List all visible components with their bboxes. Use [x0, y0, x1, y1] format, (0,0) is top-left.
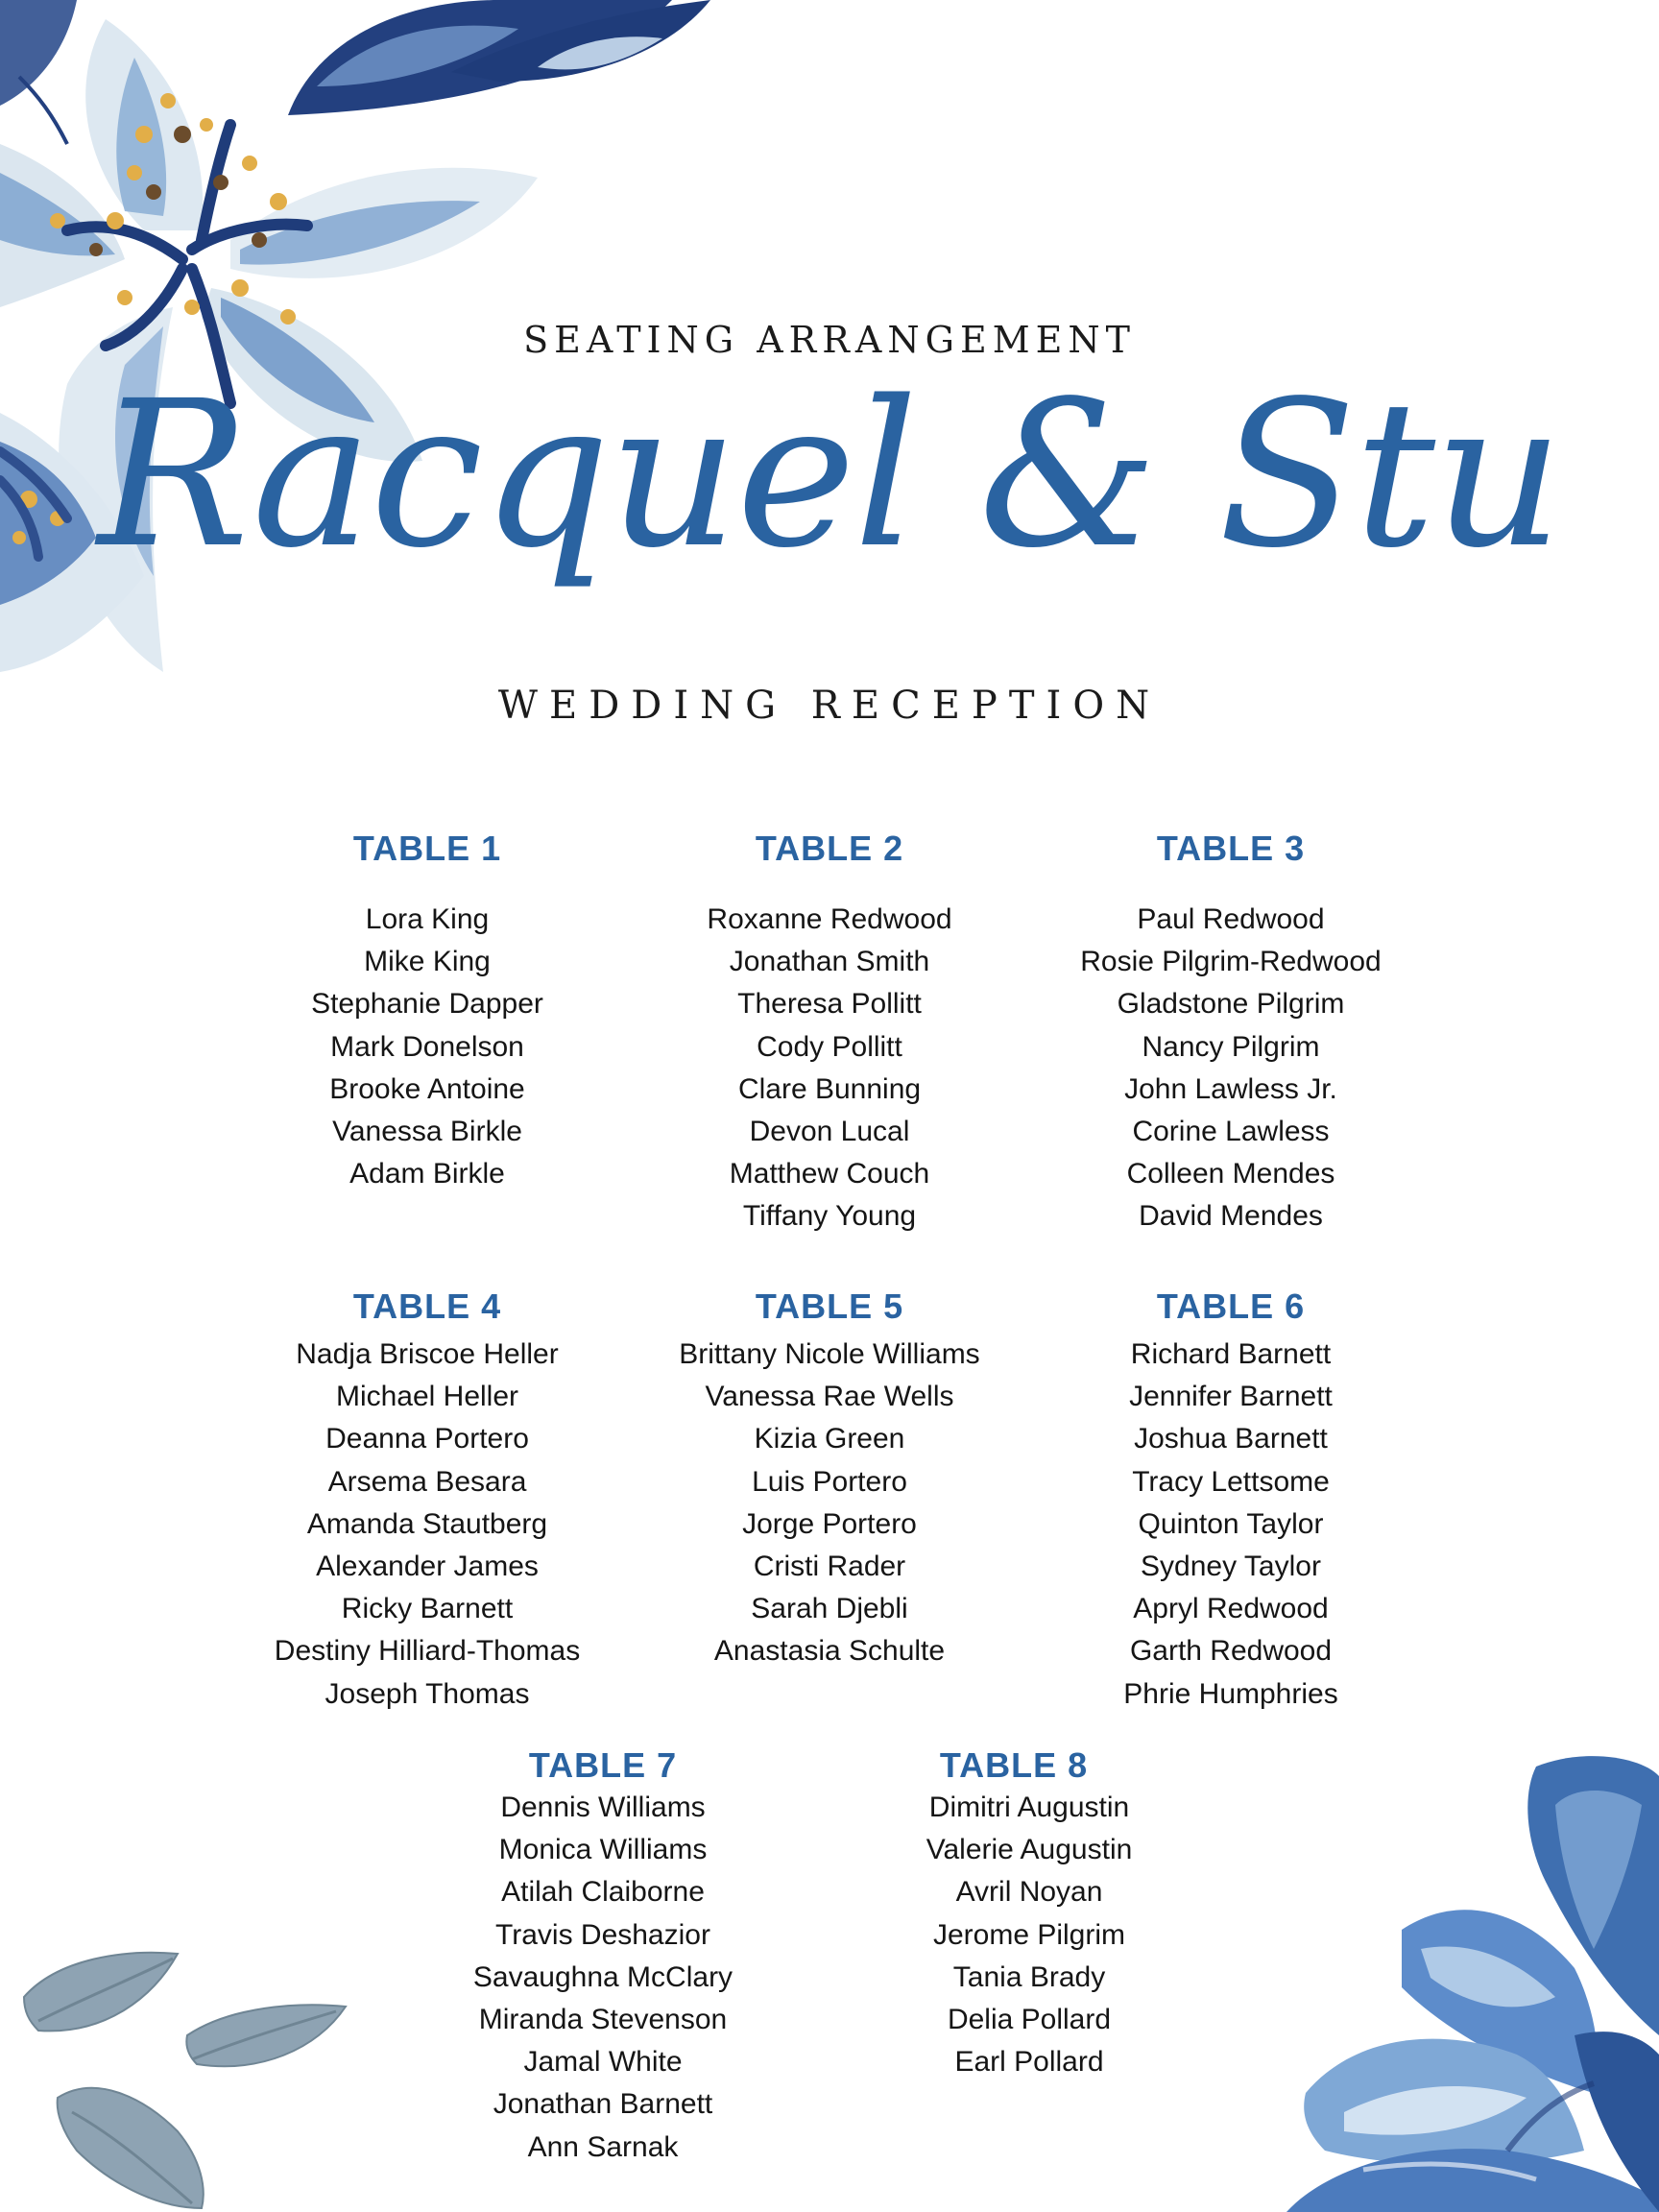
guest-name: Devon Lucal [749, 1115, 910, 1147]
guest-name: Adam Birkle [349, 1158, 505, 1190]
event-label: WEDDING RECEPTION [497, 684, 1162, 728]
table-1-block [226, 828, 629, 1195]
guest-name: Clare Bunning [737, 1072, 922, 1105]
guest-list [828, 1787, 1231, 2083]
guest-name: Ricky Barnett [341, 1593, 514, 1625]
guest-list [628, 1334, 1031, 1673]
guest-name: Vanessa Rae Wells [705, 1381, 954, 1413]
guest-list [1029, 1334, 1432, 1716]
guest-name: Tiffany Young [742, 1200, 917, 1233]
guest-name: Apryl Redwood [1133, 1593, 1329, 1625]
guest-name: Jennifer Barnett [1129, 1381, 1333, 1413]
guest-name: Joseph Thomas [325, 1677, 530, 1710]
guest-name: Jonathan Smith [729, 946, 930, 978]
guest-name: Colleen Mendes [1126, 1158, 1335, 1190]
guest-name: Savaughna McClary [472, 1960, 733, 1993]
guest-name: Michael Heller [335, 1381, 519, 1413]
guest-name: Luis Portero [752, 1465, 907, 1498]
table-heading: TABLE 8 [939, 1745, 1089, 1785]
guest-name: Miranda Stevenson [478, 2003, 728, 2035]
table-2-block [628, 828, 1031, 1238]
guest-name: Paul Redwood [1137, 903, 1325, 935]
guest-name: Lora King [365, 903, 490, 935]
guest-name: Arsema Besara [327, 1465, 527, 1498]
table-heading: TABLE 6 [1156, 1286, 1306, 1326]
guest-name: Earl Pollard [954, 2046, 1104, 2079]
guest-name: Nadja Briscoe Heller [296, 1338, 559, 1370]
guest-name: Sydney Taylor [1141, 1550, 1321, 1582]
guest-name: Mark Donelson [330, 1030, 524, 1063]
guest-name: Joshua Barnett [1134, 1423, 1328, 1455]
guest-list [628, 899, 1031, 1238]
guest-name: Alexander James [316, 1550, 539, 1582]
table-8-block [828, 1744, 1231, 2083]
guest-name: Brooke Antoine [329, 1072, 525, 1105]
table-heading: TABLE 1 [352, 829, 502, 868]
guest-name: Tania Brady [952, 1960, 1106, 1993]
guest-list [401, 1787, 805, 2169]
guest-name: Deanna Portero [325, 1423, 529, 1455]
table-4-block [226, 1286, 629, 1716]
guest-name: Dennis Williams [500, 1791, 706, 1823]
guest-list [1029, 899, 1432, 1238]
guest-name: Mike King [364, 946, 491, 978]
guest-name: Delia Pollard [947, 2003, 1112, 2035]
table-heading: TABLE 4 [352, 1286, 502, 1326]
leaves-bottom-left-illustration [0, 1930, 365, 2212]
guest-name: Jonathan Barnett [493, 2088, 713, 2121]
guest-name: Stephanie Dapper [311, 988, 543, 1021]
guest-list [226, 1334, 629, 1716]
guest-name: Monica Williams [498, 1834, 708, 1866]
guest-name: Amanda Stautberg [306, 1507, 548, 1540]
guest-name: Jerome Pilgrim [932, 1918, 1126, 1951]
guest-name: Matthew Couch [729, 1158, 930, 1190]
guest-name: Anastasia Schulte [713, 1635, 946, 1668]
guest-list [226, 899, 629, 1195]
guest-name: Travis Deshazior [495, 1918, 710, 1951]
guest-name: Nancy Pilgrim [1142, 1030, 1320, 1063]
guest-name: Rosie Pilgrim-Redwood [1080, 946, 1382, 978]
table-heading: TABLE 7 [528, 1745, 678, 1785]
header-top-label: SEATING ARRANGEMENT [523, 319, 1136, 361]
guest-name: Phrie Humphries [1123, 1677, 1338, 1710]
guest-name: Roxanne Redwood [707, 903, 952, 935]
guest-name: Destiny Hilliard-Thomas [274, 1635, 581, 1668]
guest-name: Sarah Djebli [751, 1593, 908, 1625]
guest-name: Brittany Nicole Williams [679, 1338, 980, 1370]
guest-name: Atilah Claiborne [501, 1876, 705, 1909]
table-6-block [1029, 1286, 1432, 1716]
flower-bottom-right-illustration [1286, 1747, 1659, 2212]
guest-name: Richard Barnett [1130, 1338, 1332, 1370]
couple-names-title: Racquel & Stu [97, 357, 1562, 592]
guest-name: John Lawless Jr. [1124, 1072, 1337, 1105]
table-3-block [1029, 828, 1432, 1238]
guest-name: Garth Redwood [1129, 1635, 1333, 1668]
guest-name: Kizia Green [754, 1423, 905, 1455]
table-heading: TABLE 3 [1156, 829, 1306, 868]
guest-name: Dimitri Augustin [928, 1791, 1130, 1823]
table-heading: TABLE 5 [755, 1286, 904, 1326]
guest-name: Gladstone Pilgrim [1117, 988, 1345, 1021]
guest-name: Cristi Rader [753, 1550, 906, 1582]
guest-name: David Mendes [1139, 1200, 1323, 1233]
guest-name: Jorge Portero [742, 1507, 917, 1540]
guest-name: Cody Pollitt [757, 1030, 902, 1063]
guest-name: Vanessa Birkle [332, 1115, 522, 1147]
guest-name: Theresa Pollitt [737, 988, 922, 1021]
guest-name: Avril Noyan [955, 1876, 1103, 1909]
guest-name: Jamal White [523, 2046, 683, 2079]
guest-name: Quinton Taylor [1138, 1507, 1324, 1540]
guest-name: Valerie Augustin [926, 1834, 1133, 1866]
table-7-block [401, 1744, 805, 2169]
guest-name: Tracy Lettsome [1132, 1465, 1330, 1498]
table-5-block [628, 1286, 1031, 1673]
guest-name: Ann Sarnak [527, 2130, 679, 2163]
table-heading: TABLE 2 [755, 829, 904, 868]
guest-name: Corine Lawless [1132, 1115, 1330, 1147]
